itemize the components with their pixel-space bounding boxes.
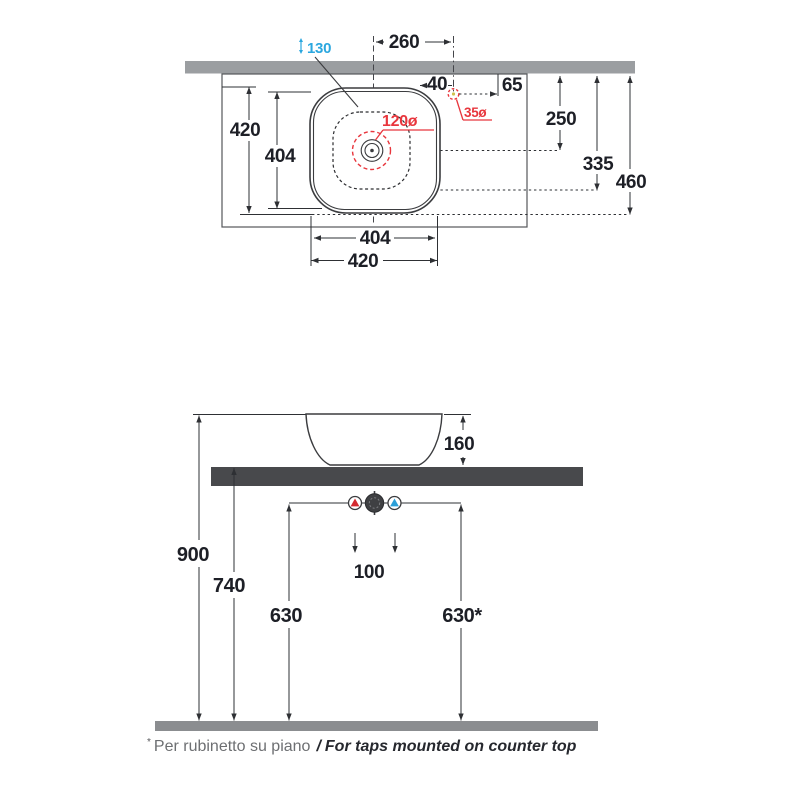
arrowhead-icon (594, 184, 599, 191)
footnote-marker: * (147, 737, 151, 748)
arrowhead-icon (557, 143, 562, 150)
arrowhead-icon (460, 458, 465, 465)
dim-630-left (270, 505, 302, 721)
arrowhead-icon (458, 505, 463, 512)
footnote-caption (147, 737, 647, 756)
caption-italian: Per rubinetto su piano (153, 738, 311, 755)
arrowhead-icon (594, 76, 599, 83)
basin-side-profile (306, 414, 442, 465)
dim-65 (459, 74, 523, 97)
arrowhead-icon (376, 39, 383, 44)
counter-slab (211, 467, 583, 486)
dim-250 (546, 76, 577, 150)
caption-separator: / (316, 738, 321, 755)
cold-water-icon (388, 497, 401, 510)
arrowhead-icon (490, 91, 497, 96)
dim-630-right-label: 630* (442, 605, 482, 627)
arrowhead-icon (312, 258, 319, 263)
drain-center-dot (370, 149, 374, 153)
plan-view (185, 32, 646, 272)
arrowhead-icon (286, 505, 291, 512)
dim-130-label: 130 (307, 40, 332, 57)
dim-160-label: 160 (443, 434, 475, 455)
dim-335 (583, 76, 614, 191)
dim-460-label: 460 (615, 172, 647, 193)
plan-countertop-bar (185, 61, 635, 74)
arrowhead-icon (428, 235, 435, 240)
dim-160 (444, 416, 475, 466)
dim-35-label: 35ø (464, 105, 487, 120)
dim-335-label: 335 (582, 154, 614, 175)
arrowhead-icon (392, 546, 397, 553)
dim-100 (352, 533, 397, 583)
dim-120-label: 120ø (382, 113, 418, 130)
arrowhead-icon (458, 714, 463, 721)
dim-420-bottom (312, 251, 438, 272)
arrowhead-icon (627, 76, 632, 83)
arrowhead-icon (196, 714, 201, 721)
dim-900 (177, 416, 209, 721)
dim-420-left-label: 420 (229, 120, 261, 141)
arrowhead-icon (231, 714, 236, 721)
height-adjust-icon (299, 38, 303, 54)
arrowhead-icon (286, 714, 291, 721)
arrowhead-icon (246, 206, 251, 213)
arrowhead-icon (557, 76, 562, 83)
hot-water-icon (349, 497, 362, 510)
arrowhead-icon (274, 202, 279, 209)
arrowhead-icon (444, 39, 451, 44)
arrowhead-icon (314, 235, 321, 240)
dim-250-label: 250 (545, 109, 577, 130)
arrowhead-icon (627, 208, 632, 215)
dim-260 (376, 32, 451, 53)
arrowhead-icon (196, 416, 201, 423)
dim-630-left-label: 630 (269, 605, 303, 627)
arrowhead-icon (246, 87, 251, 94)
dim-260-label: 260 (388, 32, 420, 53)
dim-900-label: 900 (176, 544, 210, 566)
floor-bar (155, 721, 598, 731)
elevation-view (155, 414, 598, 731)
dim-740-label: 740 (212, 575, 246, 597)
dim-404-left-label: 404 (264, 146, 296, 167)
tap-hole-center-dot (452, 92, 455, 95)
tap-hole-diameter-callout (457, 100, 493, 121)
arrowhead-icon (430, 258, 437, 263)
dim-40-label: 40 (426, 74, 448, 95)
basin-outer-outline (310, 88, 440, 213)
dim-460 (616, 76, 647, 215)
mixer-knob-icon (365, 491, 383, 515)
arrowhead-icon (274, 92, 279, 99)
dim-630-right (442, 505, 482, 721)
dim-65-label: 65 (501, 75, 523, 96)
arrowhead-icon (460, 416, 465, 423)
dim-404-bottom-label: 404 (359, 228, 391, 249)
caption-english: For taps mounted on counter top (324, 738, 577, 755)
dim-420-bottom-label: 420 (347, 251, 379, 272)
dim-100-label: 100 (353, 562, 385, 583)
arrowhead-icon (352, 546, 357, 553)
dim-40 (420, 74, 452, 95)
dim-740 (213, 468, 245, 721)
